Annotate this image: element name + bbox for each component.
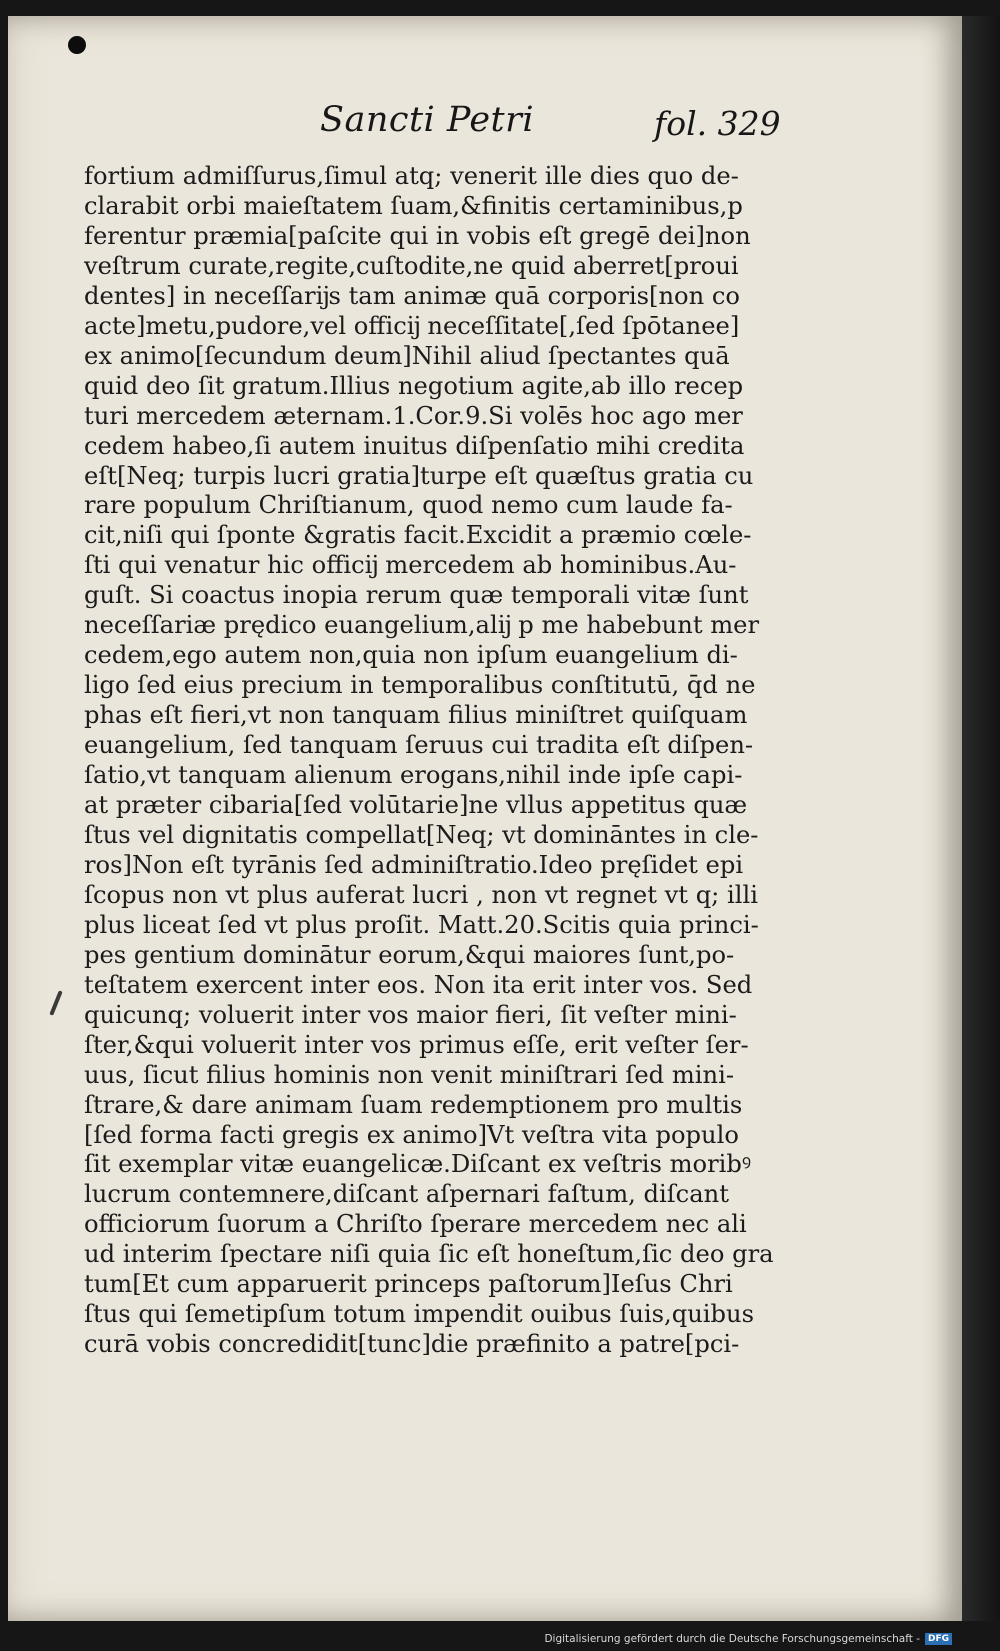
text-line: ſti qui venatur hic officĳ mercedem ab hominibus.Au- — [84, 551, 737, 580]
text-line: ſter,&qui voluerit inter vos primus eſſe, erit veſter ſer- — [84, 1030, 749, 1059]
text-line: eſt[Neq; turpis lucri gratia]turpe eſt quæſtus gratia cu — [84, 461, 754, 490]
book-page — [8, 16, 962, 1621]
text-line: [ſed forma facti gregis ex animo]Vt veſtra vita populo — [84, 1120, 739, 1149]
running-head: Sancti Petri — [320, 100, 535, 140]
text-line: ſcopus non vt plus auferat lucri , non vt regnet vt q; illi — [84, 880, 758, 909]
credit-text: Digitalisierung gefördert durch die Deutsche Forschungsgemeinschaft - — [544, 1633, 920, 1645]
text-line: euangelium, ſed tanquam ſeruus cui tradita eſt diſpen- — [84, 731, 754, 760]
text-line: ferentur præmia[paſcite qui in vobis eſt gregē dei]non — [84, 221, 751, 250]
digitization-credit — [544, 1633, 952, 1645]
text-line: dentes] in neceſſarĳs tam animæ quā corporis[non co — [84, 281, 740, 310]
text-line: quicunq; voluerit inter vos maior fieri, ſit veſter mini- — [84, 1000, 737, 1029]
text-line: ſit exemplar vitæ euangelicæ.Diſcant ex veſtris moribꝰ — [84, 1150, 752, 1179]
text-line: cit,niſi qui ſponte &gratis facit.Excidit a præmio cœle- — [84, 521, 752, 550]
text-line: rare populum Chriſtianum, quod nemo cum laude fa- — [84, 491, 733, 520]
text-line: plus liceat ſed vt plus proſit. Matt.20.Scitis quia princi- — [84, 910, 759, 939]
text-line: cedem habeo,ſi autem inuitus diſpenſatio mihi credita — [84, 431, 745, 460]
text-line: ex animo[ſecundum deum]Nihil aliud ſpectantes quā — [84, 341, 730, 370]
text-line: acte]metu,pudore,vel officĳ neceſſitate[,ſed ſpōtanee] — [84, 311, 740, 340]
text-line: quid deo ſit gratum.Illius negotium agite,ab illo recep — [84, 371, 744, 400]
body-text — [84, 162, 774, 1360]
text-line: ſtrare,& dare animam ſuam redemptionem pro multis — [84, 1090, 743, 1119]
text-line: ros]Non eſt tyrānis ſed adminiſtratio.Ideo pręſidet epi — [84, 850, 744, 879]
text-line: phas eſt fieri,vt non tanquam filius miniſtret quiſquam — [84, 701, 748, 730]
text-line: officiorum ſuorum a Chriſto ſperare mercedem nec ali — [84, 1210, 747, 1239]
text-line: ſatio,vt tanquam alienum erogans,nihil inde ipſe capi- — [84, 761, 743, 790]
folio-number: fol. 329 — [654, 104, 781, 143]
text-line: veſtrum curate,regite,cuſtodite,ne quid aberret[proui — [84, 251, 739, 280]
text-line: guſt. Si coactus inopia rerum quæ temporali vitæ ſunt — [84, 581, 749, 610]
text-line: lucrum contemnere,diſcant aſpernari faſtum, diſcant — [84, 1180, 729, 1209]
text-line: teſtatem exercent inter eos. Non ita erit inter vos. Sed — [84, 970, 753, 999]
page-edge-shadow — [962, 16, 1000, 1621]
text-line: clarabit orbi maieſtatem ſuam,&finitis certaminibus,p — [84, 191, 743, 220]
margin-pencil-mark — [49, 990, 62, 1016]
text-line: ſtus qui ſemetipſum totum impendit ouibus ſuis,quibus — [84, 1300, 754, 1329]
text-line: curā vobis concredidit[tunc]die præfinito a patre[pci- — [84, 1330, 740, 1359]
text-line: uus, ſicut filius hominis non venit miniſtrari ſed mini- — [84, 1060, 735, 1089]
text-line: turi mercedem æternam.1.Cor.9.Si volēs hoc ago mer — [84, 401, 743, 430]
dfg-logo: DFG — [925, 1633, 952, 1645]
text-line: tum[Et cum apparuerit princeps paſtorum]Ieſus Chri — [84, 1270, 733, 1299]
text-line: fortium admiſſurus,ſimul atq; venerit ille dies quo de- — [84, 162, 739, 190]
text-line: cedem,ego autem non,quia non ipſum euangelium di- — [84, 641, 738, 670]
text-line: ligo ſed eius precium in temporalibus conſtitutū, q̄d ne — [84, 671, 756, 700]
text-line: at præter cibaria[ſed volūtarie]ne vllus appetitus quæ — [84, 791, 748, 820]
text-line: ud interim ſpectare niſi quia ſic eſt honeſtum,ſic deo gra — [84, 1240, 774, 1269]
text-line: pes gentium dominātur eorum,&qui maiores ſunt,po- — [84, 940, 735, 969]
text-line: ſtus vel dignitatis compellat[Neq; vt domināntes in cle- — [84, 820, 759, 849]
text-line: neceſſariæ prędico euangelium,alĳ p me habebunt mer — [84, 611, 760, 640]
punch-hole-mark — [68, 36, 86, 54]
